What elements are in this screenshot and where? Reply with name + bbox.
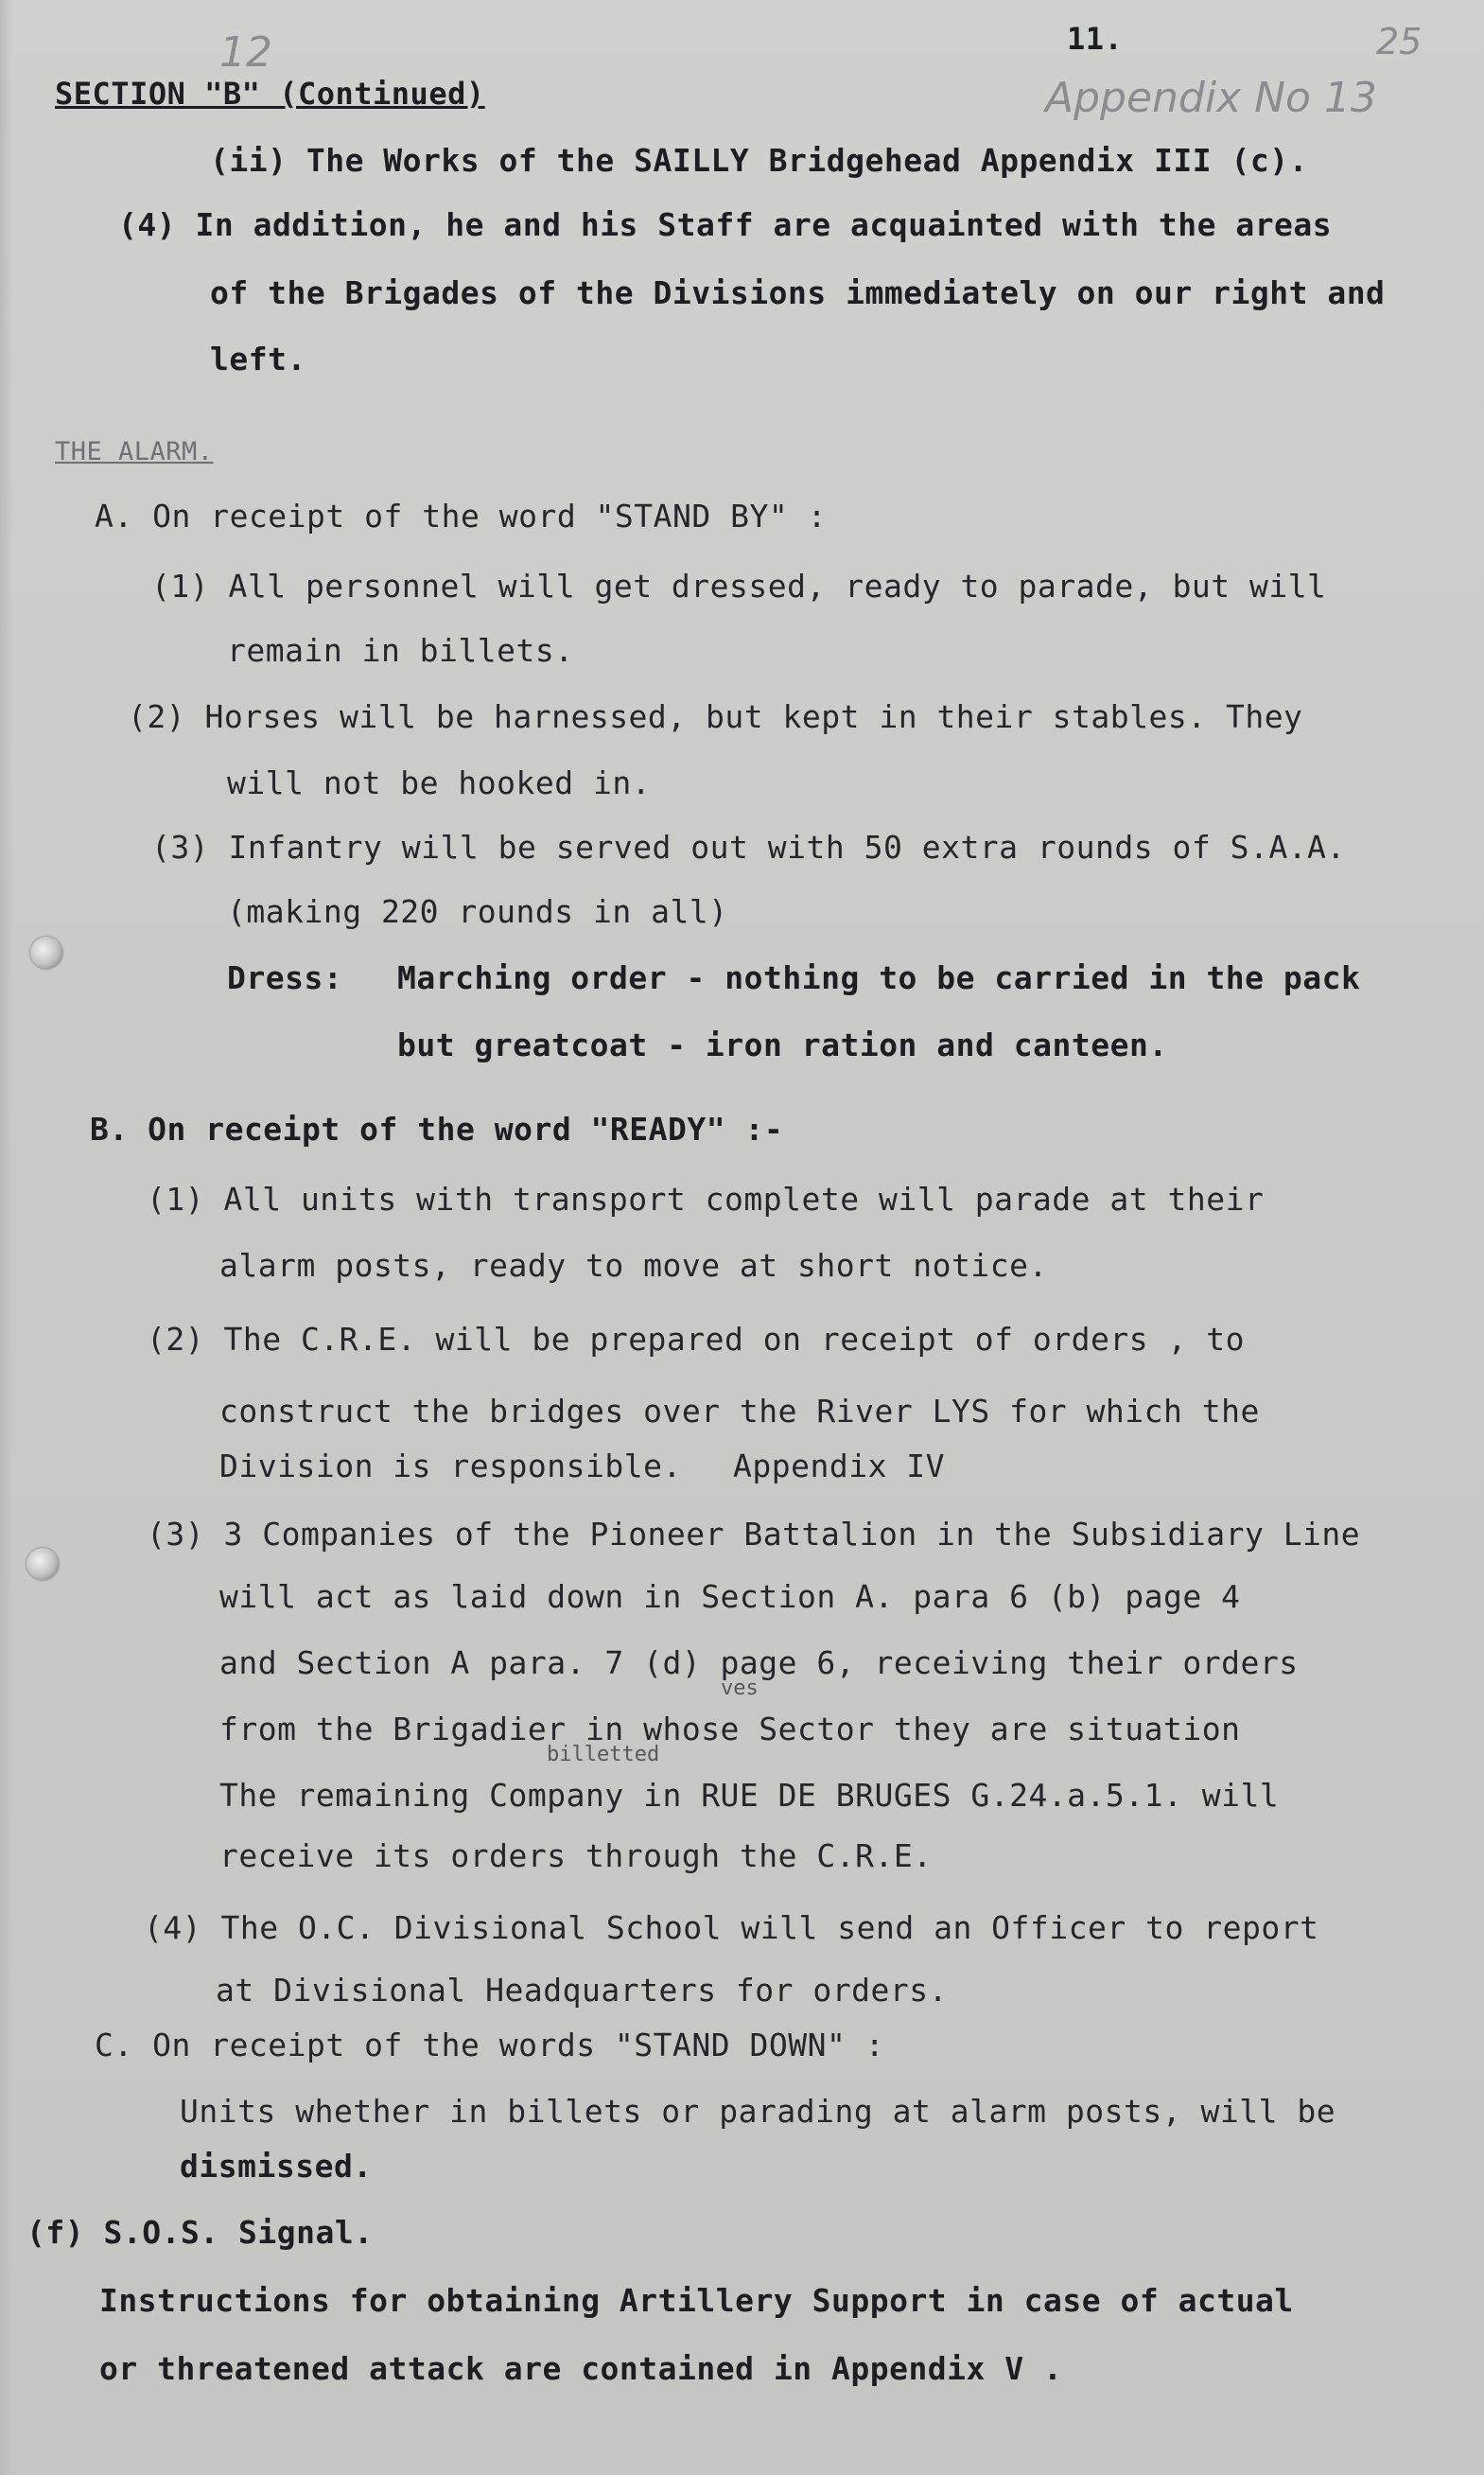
- text-line: B. On receipt of the word "READY" :-: [90, 1111, 784, 1148]
- section-number-pencil: 12: [219, 28, 272, 77]
- text-line: of the Brigades of the Divisions immediately on our right and: [210, 274, 1386, 311]
- punch-hole: [26, 1548, 59, 1580]
- text-line: (1) All personnel will get dressed, ready to parade, but will: [151, 568, 1327, 605]
- text-line: (1) All units with transport complete will parade at their: [147, 1181, 1265, 1218]
- section-heading-the-alarm: THE ALARM.: [55, 437, 214, 466]
- text-line: will act as laid down in Section A. para 6 (b) page 4: [219, 1578, 1241, 1615]
- text-line: Appendix IV: [733, 1448, 946, 1484]
- text-line: Units whether in billets or parading at alarm posts, will be: [180, 2093, 1336, 2130]
- handwritten-insert: billetted: [547, 1743, 660, 1766]
- text-line: alarm posts, ready to move at short notice.: [219, 1247, 1048, 1284]
- text-line: Division is responsible.: [219, 1448, 682, 1484]
- text-line: (4) The O.C. Divisional School will send an Officer to report: [144, 1909, 1319, 1946]
- section-title: SECTION "B" (Continued): [55, 76, 485, 112]
- text-line: construct the bridges over the River LYS for which the: [219, 1393, 1260, 1430]
- text-line: remain in billets.: [227, 632, 574, 669]
- text-line: C. On receipt of the words "STAND DOWN" :: [95, 2027, 885, 2063]
- text-line: (making 220 rounds in all): [227, 893, 728, 930]
- text-line: Dress:: [227, 959, 343, 996]
- text-line: A. On receipt of the word "STAND BY" :: [95, 498, 827, 535]
- text-line: receive its orders through the C.R.E.: [219, 1837, 933, 1874]
- text-line: Instructions for obtaining Artillery Support in case of actual: [99, 2282, 1294, 2319]
- text-line: or threatened attack are contained in Appendix V .: [99, 2350, 1063, 2387]
- section-heading-sos-signal: (f) S.O.S. Signal.: [26, 2214, 374, 2251]
- text-line: and Section A para. 7 (d) page 6, receiving their orders: [219, 1644, 1299, 1681]
- text-line: (2) The C.R.E. will be prepared on receipt of orders , to: [147, 1321, 1245, 1358]
- text-line: dismissed.: [180, 2148, 373, 2185]
- text-line: (ii) The Works of the SAILLY Bridgehead Appendix III (c).: [210, 142, 1308, 179]
- text-line: will not be hooked in.: [227, 764, 652, 801]
- text-line: (2) Horses will be harnessed, but kept in their stables. They: [128, 698, 1303, 735]
- punch-hole: [30, 937, 62, 969]
- text-line: left.: [210, 341, 306, 377]
- text-line: Marching order - nothing to be carried in the pack: [397, 959, 1361, 996]
- text-line: but greatcoat - iron ration and canteen.: [397, 1027, 1168, 1063]
- page-number: 11.: [1067, 21, 1124, 57]
- folio-number-pencil: 25: [1376, 21, 1423, 62]
- paper-edge: [0, 0, 13, 2475]
- appendix-pencil-note: Appendix No 13: [1045, 74, 1377, 122]
- text-line: (4) In addition, he and his Staff are acquainted with the areas: [118, 206, 1333, 243]
- text-line: The remaining Company in RUE DE BRUGES G.24.a.5.1. will: [219, 1777, 1280, 1814]
- text-line: at Divisional Headquarters for orders.: [216, 1972, 948, 2009]
- text-line: (3) Infantry will be served out with 50 extra rounds of S.A.A.: [151, 829, 1346, 866]
- text-line: (3) 3 Companies of the Pioneer Battalion in the Subsidiary Line: [147, 1516, 1361, 1553]
- text-line: from the Brigadier in whose Sector they are situation: [219, 1711, 1241, 1747]
- handwritten-insert: ves: [721, 1676, 759, 1700]
